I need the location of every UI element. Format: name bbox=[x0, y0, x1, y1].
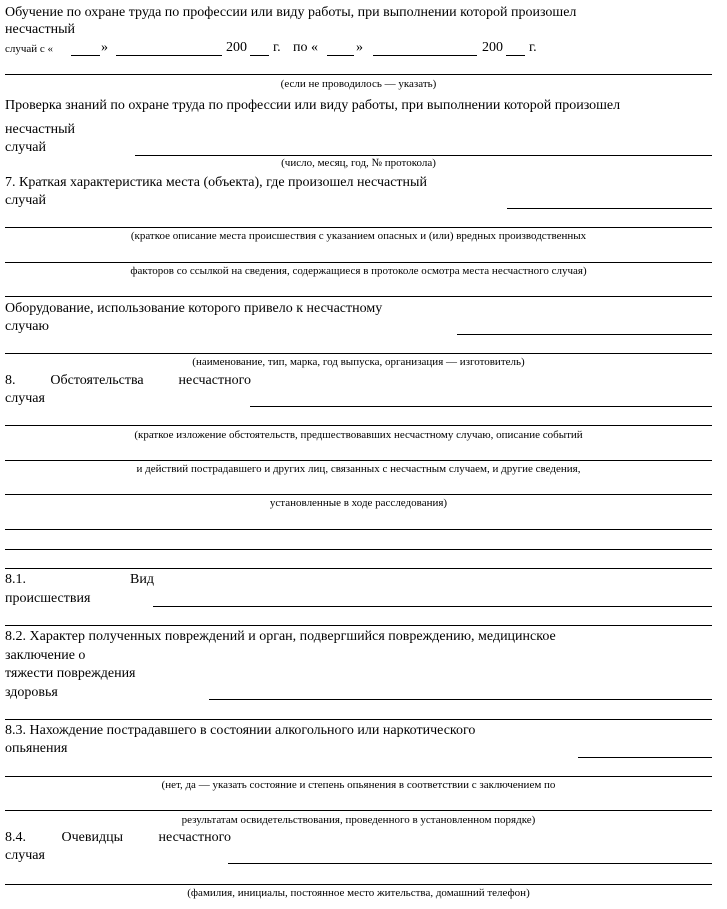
training-text-line2: несчастный bbox=[5, 22, 75, 37]
item81-text-line2: происшествия bbox=[5, 591, 91, 606]
item84-number: 8.4. bbox=[5, 830, 26, 845]
item84-field-1[interactable] bbox=[228, 863, 712, 864]
item83-caption-2: результатам освидетельствования, проведенного в установленном порядке) bbox=[181, 814, 536, 826]
training-text-line1: Обучение по охране труда по профессии или виду работы, при выполнении которой произошел bbox=[5, 5, 577, 20]
item82-field-2[interactable] bbox=[5, 719, 712, 720]
start-year-field[interactable] bbox=[250, 55, 269, 56]
item84-caption: (фамилия, инициалы, постоянное место жительства, домашний телефон) bbox=[187, 887, 530, 899]
item84-text-line2: случая bbox=[5, 848, 45, 863]
start-year-prefix: 200 bbox=[226, 40, 247, 55]
item8-field-7[interactable] bbox=[5, 568, 712, 569]
start-year-unit: г. bbox=[273, 40, 281, 55]
period-prefix: случай с « bbox=[5, 43, 54, 55]
item8-field-6[interactable] bbox=[5, 549, 712, 550]
item7-text-line1: 7. Краткая характеристика места (объекта), где произошел несчастный bbox=[5, 175, 427, 190]
item82-text-line2: заключение о bbox=[5, 648, 86, 663]
item8-word1: Обстоятельства bbox=[50, 373, 144, 388]
item83-text-line2: опьянения bbox=[5, 741, 68, 756]
end-year-prefix: 200 bbox=[482, 40, 503, 55]
end-month-field[interactable] bbox=[373, 55, 477, 56]
item8-field-1[interactable] bbox=[250, 406, 712, 407]
item81-heading bbox=[5, 572, 154, 588]
item83-field-1[interactable] bbox=[578, 757, 712, 758]
equipment-caption: (наименование, тип, марка, год выпуска, организация — изготовитель) bbox=[192, 356, 525, 368]
item81-field-2[interactable] bbox=[5, 625, 712, 626]
item8-caption-3: установленные в ходе расследования) bbox=[269, 497, 448, 509]
item81-number: 8.1. bbox=[5, 572, 26, 587]
item83-field-3[interactable] bbox=[5, 810, 712, 811]
item84-heading bbox=[5, 830, 231, 846]
item81-word: Вид bbox=[130, 572, 154, 587]
equipment-text-line1: Оборудование, использование которого привело к несчастному bbox=[5, 301, 383, 316]
item7-caption-2: факторов со ссылкой на сведения, содержащиеся в протоколе осмотра места несчастного случая) bbox=[130, 265, 587, 277]
training-caption: (если не проводилось — указать) bbox=[280, 78, 437, 90]
end-quote-close: » bbox=[356, 40, 363, 55]
item81-field-1[interactable] bbox=[153, 606, 712, 607]
item8-caption-1: (краткое изложение обстоятельств, предшествовавших несчастному случаю, описание событий bbox=[134, 429, 583, 441]
item7-field-2[interactable] bbox=[5, 227, 712, 228]
knowledge-text-line2: несчастный bbox=[5, 122, 75, 137]
item8-caption-2: и действий пострадавшего и других лиц, связанных с несчастным случаем, и другие сведения, bbox=[136, 463, 581, 475]
equipment-text-line2: случаю bbox=[5, 319, 49, 334]
training-note-field[interactable] bbox=[5, 74, 712, 75]
item7-field-4[interactable] bbox=[5, 296, 712, 297]
item84-word2: несчастного bbox=[158, 830, 231, 845]
item83-field-2[interactable] bbox=[5, 776, 712, 777]
knowledge-caption: (число, месяц, год, № протокола) bbox=[281, 157, 436, 169]
item8-field-3[interactable] bbox=[5, 460, 712, 461]
start-day-field[interactable] bbox=[71, 55, 100, 56]
item82-text-line3: тяжести повреждения bbox=[5, 666, 136, 681]
knowledge-text-line3: случай bbox=[5, 140, 46, 155]
item8-field-4[interactable] bbox=[5, 494, 712, 495]
item8-heading bbox=[5, 373, 251, 389]
item7-caption-1: (краткое описание места происшествия с указанием опасных и (или) вредных производственных bbox=[130, 230, 587, 242]
end-day-field[interactable] bbox=[327, 55, 354, 56]
item84-word1: Очевидцы bbox=[61, 830, 124, 845]
end-year-unit: г. bbox=[529, 40, 537, 55]
equipment-field-2[interactable] bbox=[5, 353, 712, 354]
item84-field-2[interactable] bbox=[5, 884, 712, 885]
end-prefix: по « bbox=[293, 40, 318, 55]
item83-caption-1: (нет, да — указать состояние и степень опьянения в соответствии с заключением по bbox=[161, 779, 556, 791]
item8-text-line2: случая bbox=[5, 391, 45, 406]
item8-word2: несчастного bbox=[178, 373, 251, 388]
knowledge-protocol-field[interactable] bbox=[135, 155, 712, 156]
item8-field-5[interactable] bbox=[5, 529, 712, 530]
item8-field-2[interactable] bbox=[5, 425, 712, 426]
equipment-field-1[interactable] bbox=[457, 334, 712, 335]
item7-field-3[interactable] bbox=[5, 262, 712, 263]
item7-field-1[interactable] bbox=[507, 208, 712, 209]
item8-number: 8. bbox=[5, 373, 16, 388]
item83-text-line1: 8.3. Нахождение пострадавшего в состоянии алкогольного или наркотического bbox=[5, 723, 476, 738]
end-year-field[interactable] bbox=[506, 55, 525, 56]
start-month-field[interactable] bbox=[116, 55, 222, 56]
knowledge-text-line1: Проверка знаний по охране труда по профессии или виду работы, при выполнении которой произошел bbox=[5, 98, 621, 113]
item82-field-1[interactable] bbox=[209, 699, 712, 700]
start-quote-close: » bbox=[101, 40, 108, 55]
item82-text-line4: здоровья bbox=[5, 685, 58, 700]
item7-text-line2: случай bbox=[5, 193, 46, 208]
item82-text-line1: 8.2. Характер полученных повреждений и орган, подвергшийся повреждению, медицинское bbox=[5, 629, 556, 644]
